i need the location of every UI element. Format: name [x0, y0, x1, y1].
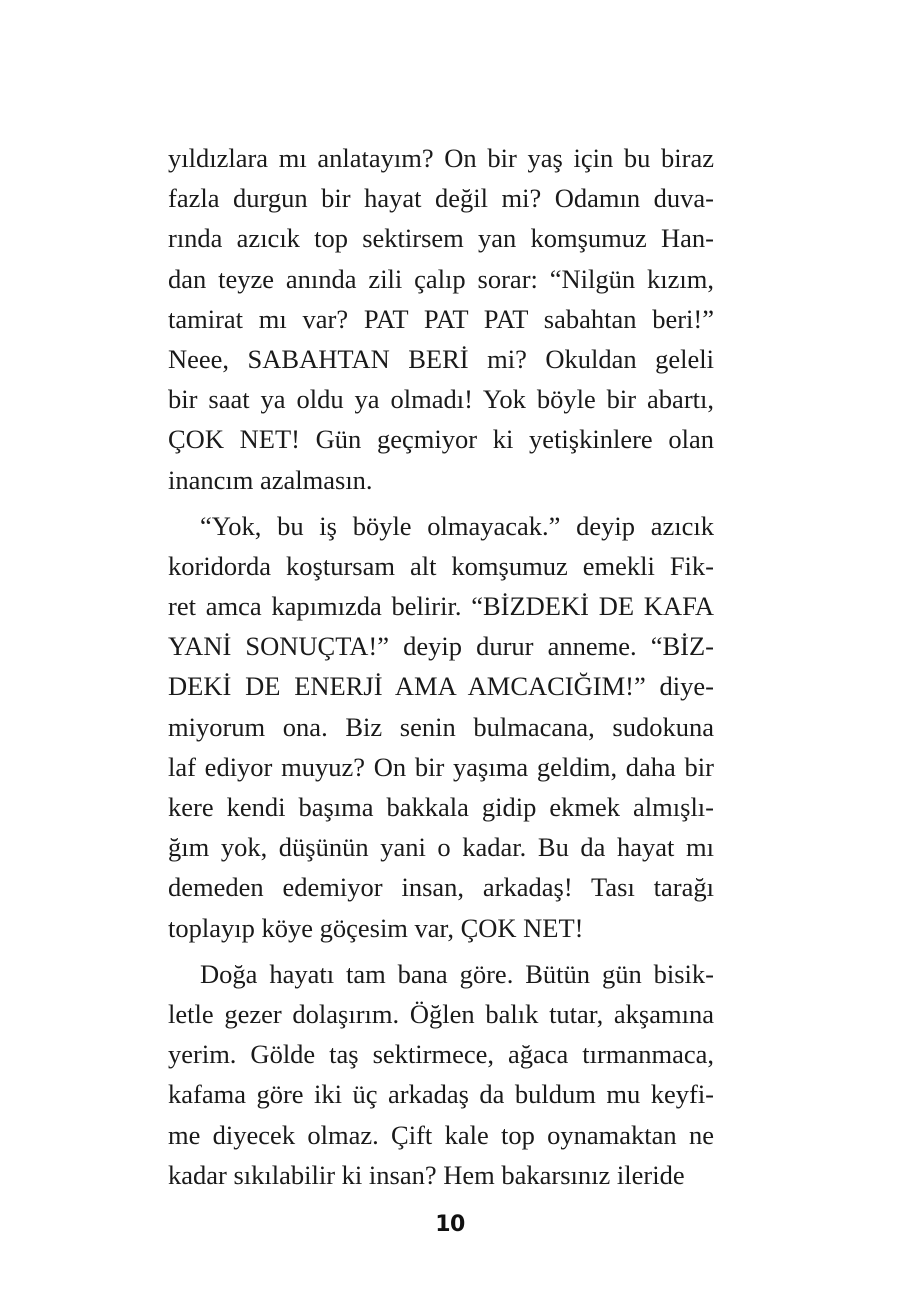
- text-line: fazla durgun bir hayat değil mi? Odamın duva-: [168, 183, 714, 214]
- paragraph: [168, 506, 714, 948]
- text-line: YANİ SONUÇTA!” deyip durur anneme. “BİZ-: [168, 631, 714, 662]
- text-line: toplayıp köye göçesim var, ÇOK NET!: [168, 912, 584, 943]
- text-line: letle gezer dolaşırım. Öğlen balık tutar, akşamına: [168, 998, 714, 1029]
- page-number: 10: [435, 1212, 465, 1237]
- text-line: “Yok, bu iş böyle olmayacak.” deyip azıcık: [200, 510, 714, 541]
- paragraph: [168, 138, 714, 500]
- text-line: demeden edemiyor insan, arkadaş! Tası tarağı: [168, 872, 714, 903]
- text-line: koridorda koştursam alt komşumuz emekli Fik-: [168, 550, 714, 581]
- text-line: kadar sıkılabilir ki insan? Hem bakarsınız ileride: [168, 1159, 685, 1190]
- text-line: ÇOK NET! Gün geçmiyor ki yetişkinlere olan: [168, 424, 714, 455]
- text-line: ret amca kapımızda belirir. “BİZDEKİ DE KAFA: [168, 591, 714, 622]
- paragraph: [168, 954, 714, 1195]
- text-line: tamirat mı var? PAT PAT PAT sabahtan beri!”: [168, 303, 714, 334]
- body-text: [168, 138, 714, 1195]
- text-line: bir saat ya oldu ya olmadı! Yok böyle bir abartı,: [168, 384, 714, 415]
- text-line: kafama göre iki üç arkadaş da buldum mu keyfi-: [168, 1079, 714, 1110]
- text-line: kere kendi başıma bakkala gidip ekmek almışlı-: [168, 792, 714, 822]
- text-line: Neee, SABAHTAN BERİ mi? Okuldan geleli: [168, 343, 714, 374]
- text-line: me diyecek olmaz. Çift kale top oynamaktan ne: [168, 1119, 714, 1150]
- text-line: laf ediyor muyuz? On bir yaşıma geldim, daha bir: [168, 751, 714, 782]
- text-line: miyorum ona. Biz senin bulmacana, sudokuna: [168, 711, 714, 742]
- text-line: Doğa hayatı tam bana göre. Bütün gün bisik-: [200, 958, 714, 989]
- text-line: yıldızlara mı anlatayım? On bir yaş için bu biraz: [168, 143, 714, 173]
- text-line: inancım azalmasın.: [168, 464, 373, 495]
- text-line: rında azıcık top sektirsem yan komşumuz Han-: [168, 223, 714, 254]
- text-line: ğım yok, düşünün yani o kadar. Bu da hayat mı: [168, 832, 714, 863]
- text-line: dan teyze anında zili çalıp sorar: “Nilgün kızım,: [168, 263, 714, 294]
- text-line: DEKİ DE ENERJİ AMA AMCACIĞIM!” diye-: [168, 671, 714, 702]
- text-line: yerim. Gölde taş sektirmece, ağaca tırmanmaca,: [168, 1039, 714, 1070]
